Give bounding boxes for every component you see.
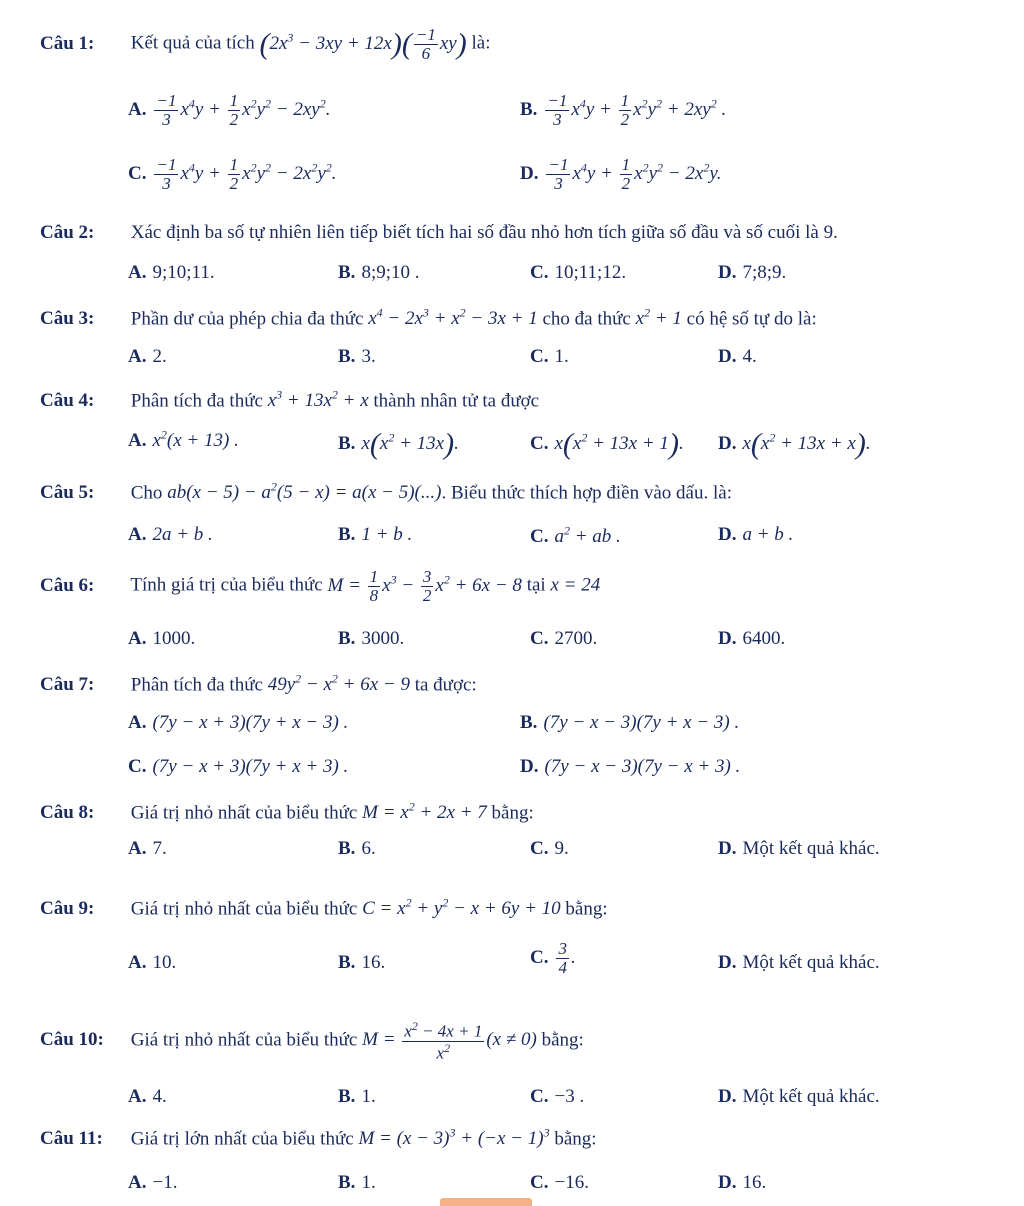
option-c[interactable]: C. 10;11;12. bbox=[530, 262, 627, 283]
option-d[interactable]: D. 16. bbox=[718, 1172, 767, 1193]
orange-highlight-mark bbox=[440, 1198, 532, 1206]
question-text: Kết quả của tích bbox=[130, 32, 255, 54]
option-a[interactable]: A. 4. bbox=[128, 1086, 167, 1107]
option-b[interactable]: B. $\frac{-1}{3}$ $x^4y$ + $\frac{1}{2}$ $x^2y^2 + 2xy^2$ . bbox=[520, 91, 727, 129]
option-a[interactable]: A. $x^2(x + 13)$ . bbox=[128, 428, 239, 452]
option-b[interactable]: B. 1. bbox=[338, 1172, 376, 1193]
option-a[interactable]: A. 10. bbox=[128, 952, 177, 973]
question-8: Câu 8: Giá trị nhỏ nhất của biểu thức $M = x^2 + 2x + 7$ bằng: bbox=[40, 800, 534, 824]
option-b[interactable]: B. 1. bbox=[338, 1086, 376, 1107]
question-4: Câu 4: Phân tích đa thức $x^3 + 13x^2 + x$ thành nhân tử ta được bbox=[40, 388, 540, 412]
option-c[interactable]: C. −3 . bbox=[530, 1086, 585, 1107]
option-d[interactable]: D. 4. bbox=[718, 346, 757, 367]
option-c[interactable]: C. −16. bbox=[530, 1172, 589, 1193]
question-1 bbox=[40, 26, 490, 63]
option-c[interactable]: C. $x(x^2 + 13x + 1)$. bbox=[530, 428, 684, 461]
option-d[interactable]: D. 6400. bbox=[718, 628, 786, 649]
option-b[interactable]: B. 16. bbox=[338, 952, 386, 973]
question-2: Câu 2: Xác định ba số tự nhiên liên tiếp biết tích hai số đầu nhỏ hơn tích giữa số đầu và số cuối là 9. bbox=[40, 222, 838, 243]
option-c[interactable]: C. $\frac{-1}{3}$ $x^4y$ + $\frac{1}{2}$ $x^2y^2 - 2x^2y^2$. bbox=[128, 155, 337, 193]
option-c[interactable]: C. 1. bbox=[530, 346, 569, 367]
option-a[interactable]: A. −1. bbox=[128, 1172, 178, 1193]
option-b[interactable]: B. 6. bbox=[338, 838, 376, 859]
option-b[interactable]: B. $x(x^2 + 13x)$. bbox=[338, 428, 459, 461]
option-d[interactable]: D. (7y − x − 3)(7y − x + 3) . bbox=[520, 756, 741, 777]
option-c[interactable]: C. $a^2$ + ab . bbox=[530, 524, 621, 548]
option-a[interactable]: A. 7. bbox=[128, 838, 167, 859]
option-d[interactable]: D. 7;8;9. bbox=[718, 262, 787, 283]
question-6: Câu 6: Tính giá trị của biểu thức M = $\frac{1}{8}$ $x^3$ − $\frac{3}{2}$ $x^2 + 6x - 8$ tại x = 24 bbox=[40, 567, 601, 605]
question-9: Câu 9: Giá trị nhỏ nhất của biểu thức $C = x^2 + y^2 - x + 6y + 10$ bằng: bbox=[40, 896, 608, 920]
option-d[interactable]: D. $\frac{-1}{3}$ $x^4y$ + $\frac{1}{2}$ $x^2y^2 - 2x^2y$. bbox=[520, 155, 722, 193]
option-c[interactable]: C. 2700. bbox=[530, 628, 598, 649]
option-b[interactable]: B. 1 + b . bbox=[338, 524, 413, 545]
question-text: Xác định ba số tự nhiên liên tiếp biết tích hai số đầu nhỏ hơn tích giữa số đầu và số cuối là 9. bbox=[130, 222, 838, 243]
option-b[interactable]: B. 3. bbox=[338, 346, 376, 367]
question-number: Câu 1: bbox=[40, 32, 95, 54]
option-a[interactable]: A. 2a + b . bbox=[128, 524, 213, 545]
question-text-end: là: bbox=[471, 32, 491, 54]
option-c[interactable]: C. 9. bbox=[530, 838, 569, 859]
option-d[interactable]: D. Một kết quả khác. bbox=[718, 952, 880, 973]
option-a[interactable]: A. 9;10;11. bbox=[128, 262, 215, 283]
option-b[interactable]: B. 8;9;10 . bbox=[338, 262, 420, 283]
option-b[interactable]: B. (7y − x − 3)(7y + x − 3) . bbox=[520, 712, 740, 733]
question-3: Câu 3: Phần dư của phép chia đa thức $x^4 - 2x^3 + x^2 - 3x + 1$ cho đa thức $x^2 + 1$ có hệ số tự do là: bbox=[40, 306, 817, 330]
question-10: Câu 10: Giá trị nhỏ nhất của biểu thức M = $\frac{x^2 - 4x + 1}{x^2}$ (x ≠ 0) bằng: bbox=[40, 1019, 584, 1063]
question-5: Câu 5: Cho $ab(x - 5) - a^2(5 - x) = a(x - 5)(...)$. Biểu thức thích hợp điền vào dấu. là: bbox=[40, 480, 732, 504]
question-11: Câu 11: Giá trị lớn nhất của biểu thức $M = (x - 3)^3 + (-x - 1)^3$ bằng: bbox=[40, 1126, 597, 1150]
option-a[interactable]: A. $\frac{-1}{3}$ $x^4y$ + $\frac{1}{2}$ $x^2y^2 - 2xy^2$. bbox=[128, 91, 331, 129]
option-a[interactable]: A. (7y − x + 3)(7y + x − 3) . bbox=[128, 712, 349, 733]
option-c[interactable]: C. $\frac{3}{4}$ . bbox=[530, 939, 576, 977]
math-expression: $(2x^3 - 3xy + 12x)$( $\frac{-1}{6}$ xy) bbox=[259, 25, 467, 63]
option-d[interactable]: D. Một kết quả khác. bbox=[718, 838, 880, 859]
option-d[interactable]: D. Một kết quả khác. bbox=[718, 1086, 880, 1107]
option-d[interactable]: D. $x(x^2 + 13x + x)$. bbox=[718, 428, 871, 461]
question-7: Câu 7: Phân tích đa thức $49y^2 - x^2 + 6x - 9$ ta được: bbox=[40, 672, 477, 696]
option-b[interactable]: B. 3000. bbox=[338, 628, 405, 649]
option-a[interactable]: A. 1000. bbox=[128, 628, 196, 649]
option-c[interactable]: C. (7y − x + 3)(7y + x + 3) . bbox=[128, 756, 349, 777]
option-d[interactable]: D. a + b . bbox=[718, 524, 794, 545]
option-a[interactable]: A. 2. bbox=[128, 346, 167, 367]
